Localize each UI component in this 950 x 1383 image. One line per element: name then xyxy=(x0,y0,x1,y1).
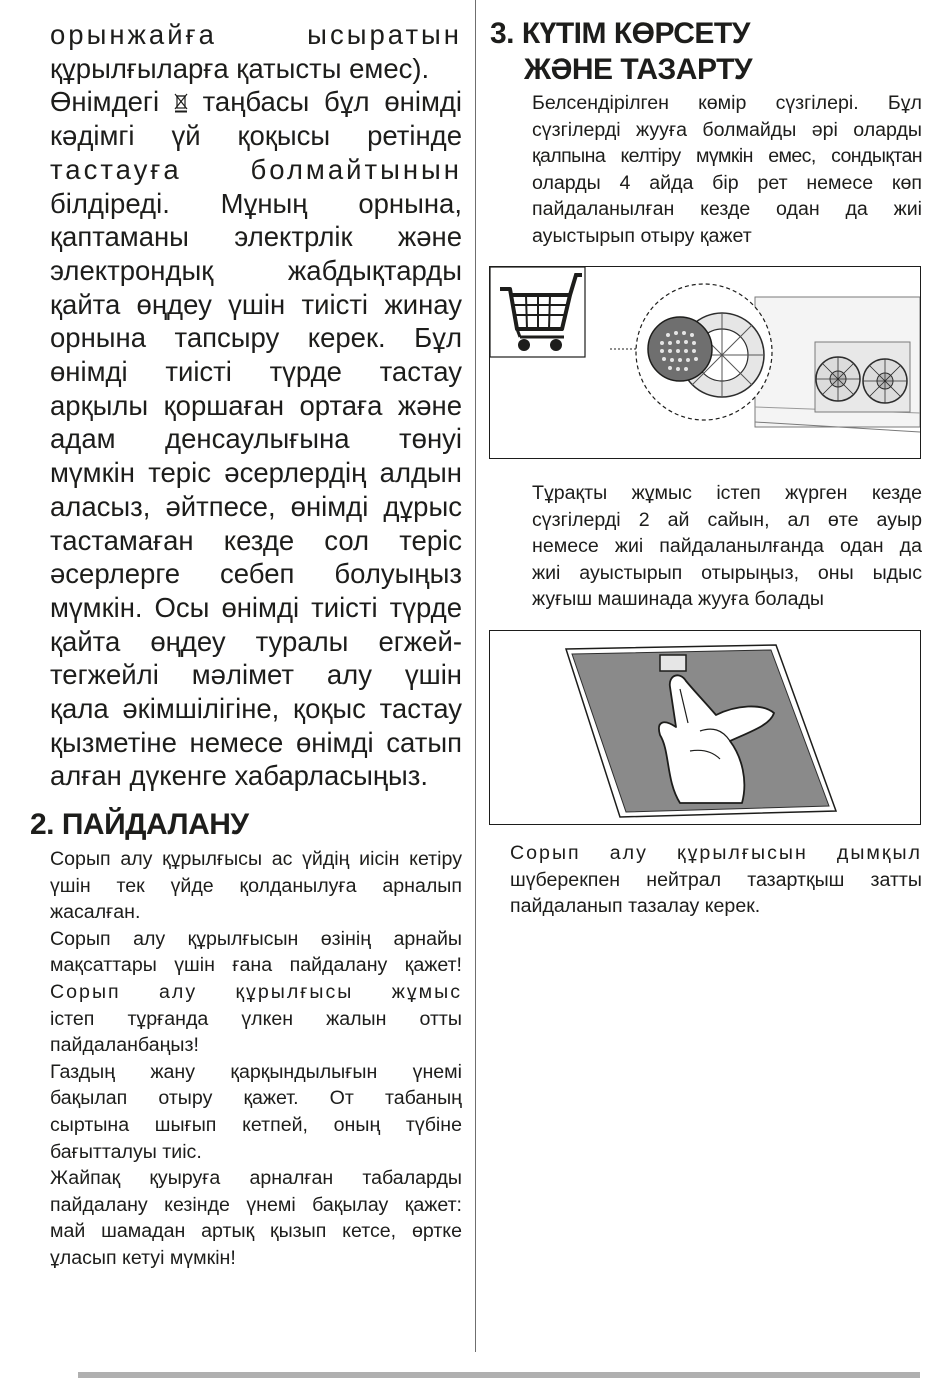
text-line: қайта өңдеу туралы егжей- xyxy=(50,625,462,657)
grease-filter-illustration xyxy=(489,630,921,825)
text-line: ұласып кетуі мүмкін! xyxy=(50,1246,236,1269)
text-line: кәдімгі үй қоқысы ретінде xyxy=(50,120,462,152)
text-line: жуғыш машинада жууға болады xyxy=(532,588,824,611)
text-line: бағытталуы тиіс. xyxy=(50,1140,202,1163)
text-line: Газдың жану қарқындылығын үнемі xyxy=(50,1060,462,1083)
text-line xyxy=(50,85,462,119)
care-heading-block xyxy=(490,16,922,88)
text-line: адам денсаулығына төнуі xyxy=(50,423,462,455)
text-line: орынжайға ысыратын xyxy=(50,19,462,50)
usage-heading: 2. ПАЙДАЛАНУ xyxy=(30,808,249,841)
text-line: алған дүкенге хабарласыңыз. xyxy=(50,760,429,792)
text-line: Тұрақты жұмыс істеп жүрген кезде xyxy=(532,482,922,504)
text-line: істеп тұрғанда үлкен жалын отты xyxy=(50,1007,462,1030)
text-line: арқылы қоршаған ортаға және xyxy=(50,389,462,421)
text-line: оларды 4 айда бір рет немесе көп xyxy=(532,171,922,194)
text-line: Белсендірілген көмір сүзгілері. Бұл xyxy=(532,92,922,114)
charcoal-filter-illustration xyxy=(489,266,921,459)
column-divider xyxy=(475,0,476,1352)
page-footer-bar xyxy=(78,1372,920,1378)
text-line: мүмкін теріс әсерлердің алдын xyxy=(50,457,462,489)
text-line: электрондық жабдықтарды xyxy=(50,254,462,286)
usage-section xyxy=(50,846,462,1272)
disposal-paragraph xyxy=(50,18,462,793)
care-heading xyxy=(490,16,922,88)
text-line: сыртына шығып кетпей, оның түбіне xyxy=(50,1113,462,1136)
cleaning-text xyxy=(510,840,922,920)
text-line: қалпына келтіру мүмкін емес, сондықтан xyxy=(532,145,922,168)
text-line: құрылғыларға қатысты емес). xyxy=(50,52,430,84)
text-line: қайта өңдеу үшін тиісті жинау xyxy=(50,288,462,320)
text-line: жиі ауыстырып отырыңыз, оны ыдыс xyxy=(532,561,922,584)
text-line: мүмкін. Осы өнімді тиісті түрде xyxy=(50,591,462,623)
text-fragment: таңбасы бұл өнімді xyxy=(202,86,463,118)
text-line: бақылап отыру қажет. От табаның xyxy=(50,1087,462,1110)
text-line: жасалған. xyxy=(50,901,141,924)
charcoal-filter-drawing xyxy=(490,267,920,458)
text-line: Сорып алу құрылғысы жұмыс xyxy=(50,980,462,1003)
text-line: өнімді тиісті түрде тастау xyxy=(50,356,462,388)
text-line: шүберекпен нейтрал тазартқыш затты xyxy=(510,868,922,891)
text-line: сүзгілерді жууға болмайды әрі оларды xyxy=(532,118,922,141)
text-line: немесе жиі пайдаланылғанда одан да xyxy=(532,535,922,558)
text-line: май шамадан артық қызып кетсе, өртке xyxy=(50,1220,462,1243)
text-line: әсерлерге себеп болуыңыз xyxy=(50,558,462,590)
text-line: сүзгілерді 2 ай сайын, ал өте ауыр xyxy=(532,508,922,531)
shopping-cart-icon xyxy=(490,267,585,357)
text-line: Сорып алу құрылғысы ас үйдің иісін кетіру xyxy=(50,848,462,870)
care-heading-line2: ЖӘНЕ ТАЗАРТУ xyxy=(524,53,753,86)
text-line: мақсаттары үшін ғана пайдалану қажет! xyxy=(50,954,462,977)
charcoal-filter-text xyxy=(532,90,922,250)
grease-filter-drawing xyxy=(490,631,920,824)
text-line: пайдаланып тазалау керек. xyxy=(510,895,761,918)
text-line: білдіреді. Мұның орнына, xyxy=(50,187,462,219)
grease-filter-text xyxy=(532,480,922,613)
text-line: орнына тапсыру керек. Бұл xyxy=(50,322,462,354)
text-line: ауыстырып отыру қажет xyxy=(532,224,752,247)
text-line: үшін тек үйде қолданылуға арналып xyxy=(50,874,462,897)
text-line: Жайпақ қуыруға арналған табаларды xyxy=(50,1167,462,1190)
text-line: пайдаланылған кезде одан да жиі xyxy=(532,198,922,221)
text-line: тегжейлі мәлімет алу үшін xyxy=(50,659,462,691)
crossed-out-wheelie-bin-icon xyxy=(174,93,188,113)
text-line: Сорып алу құрылғысын дымқыл xyxy=(510,842,922,864)
text-line: пайдаланбаңыз! xyxy=(50,1034,199,1057)
care-heading-line1: 3. КҮТІМ КӨРСЕТУ xyxy=(490,17,750,50)
text-line: қаптаманы электрлік және xyxy=(50,221,462,253)
text-line: тастамаған кезде сол теріс xyxy=(50,524,462,556)
text-line: пайдалану кезінде үнемі бақылау қажет: xyxy=(50,1193,462,1216)
text-line: қызметіне немесе өнімді сатып xyxy=(50,726,462,758)
text-line: аласыз, әйтпесе, өнімді дұрыс xyxy=(50,490,462,522)
text-line: Сорып алу құрылғысын өзінің арнайы xyxy=(50,927,462,950)
text-fragment: Өнімдегі xyxy=(50,86,160,118)
text-line: тастауға болмайтынын xyxy=(50,153,462,185)
disposal-section xyxy=(50,18,462,793)
text-line: қала әкімшілігіне, қоқыс тастау xyxy=(50,693,462,725)
